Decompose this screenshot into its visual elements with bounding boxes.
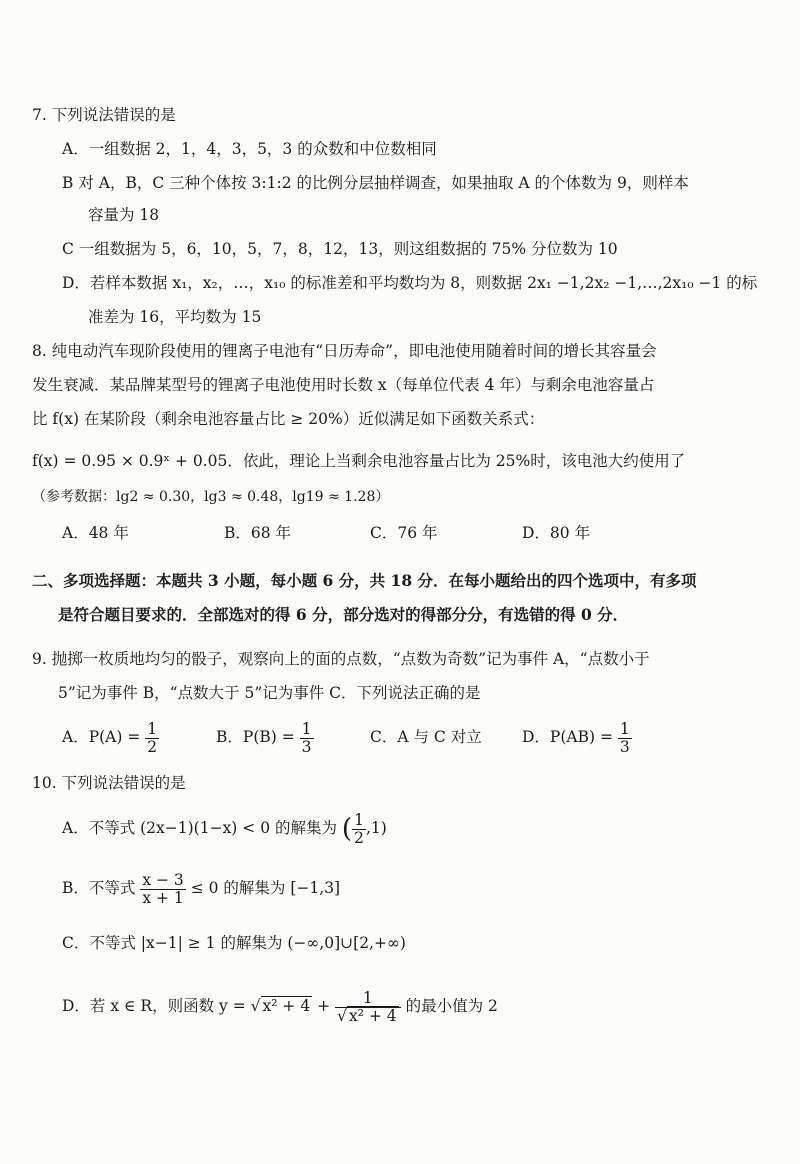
q9-option-c: C．A 与 C 对立	[370, 728, 482, 746]
q9-option-a-label: A．P(A) =	[62, 728, 141, 746]
q10-option-a-fraction	[352, 812, 366, 847]
q10-option-a-left-paren: (	[341, 814, 353, 844]
q10-option-d-denominator-radicand: x² + 4	[348, 1006, 397, 1025]
q7-option-a: A．一组数据 2，1，4，3，5，3 的众数和中位数相同	[62, 140, 437, 158]
q10-option-a-denominator: 2	[354, 828, 364, 847]
q9-option-a-denominator: 2	[147, 737, 158, 756]
q10-option-d	[62, 984, 498, 1028]
q9-option-d-fraction	[618, 721, 632, 756]
q8-option-c: C．76 年	[370, 524, 438, 542]
q10-option-c: C．不等式 |x−1| ≥ 1 的解集为 (−∞,0]∪[2,+∞)	[62, 934, 406, 952]
q9-option-d-denominator: 3	[619, 737, 630, 756]
q10-option-d-fraction	[335, 990, 401, 1025]
q9-option-b-numerator: 1	[301, 719, 312, 738]
section-2-heading-cont: 是符合题目要求的．全部选对的得 6 分，部分选对的得部分分，有选错的得 0 分．	[58, 605, 629, 624]
q10-option-b-tail: ≤ 0 的解集为 [−1,3]	[190, 879, 341, 897]
q7-stem: 7. 下列说法错误的是	[32, 106, 176, 124]
q8-line-2: 发生衰减．某品牌某型号的锂离子电池使用时长数 x（每单位代表 4 年）与剩余电池容量占	[32, 376, 655, 394]
q7-option-b-cont: 容量为 18	[88, 206, 160, 224]
q10-option-a-text: A．不等式 (2x−1)(1−x) < 0 的解集为	[62, 819, 337, 837]
q10-stem: 10. 下列说法错误的是	[32, 774, 186, 792]
q8-line-1: 8. 纯电动汽车现阶段使用的锂离子电池有“日历寿命”，即电池使用随着时间的增长其容量会	[32, 342, 657, 360]
q8-option-b: B．68 年	[224, 524, 292, 542]
q10-option-b-fraction	[140, 872, 185, 907]
q9-option-d	[522, 718, 632, 756]
q7-option-c: C 一组数据为 5，6，10，5，7，8，12，13，则这组数据的 75% 分位数为 10	[62, 240, 618, 258]
q10-option-d-radicand: x² + 4	[262, 997, 311, 1015]
q7-option-d: D．若样本数据 x₁，x₂，…，x₁₀ 的标准差和平均数均为 8，则数据 2x₁ −1,2x₂ −1,…,2x₁₀ −1 的标	[62, 274, 758, 292]
q9-option-b-denominator: 3	[301, 737, 312, 756]
q8-formula-line: f(x) = 0.95 × 0.9ˣ + 0.05．依此，理论上当剩余电池容量占比为 25%时，该电池大约使用了	[32, 452, 686, 470]
section-2-heading: 二、多项选择题：本题共 3 小题，每小题 6 分，共 18 分．在每小题给出的四个选项中，有多项	[32, 571, 697, 590]
q7-option-d-cont: 准差为 16，平均数为 15	[88, 308, 262, 326]
q9-line-1: 9. 抛掷一枚质地均匀的骰子，观察向上的面的点数，“点数为奇数”记为事件 A，“点数小于	[32, 650, 650, 668]
q10-option-d-numerator: 1	[335, 990, 401, 1008]
q9-option-b-fraction	[300, 721, 314, 756]
q10-option-b	[62, 868, 340, 908]
q9-option-a-numerator: 1	[147, 719, 158, 738]
q10-option-a-numerator: 1	[354, 810, 364, 829]
q9-option-a	[62, 718, 159, 756]
sqrt-symbol-icon: √	[337, 1006, 347, 1025]
q10-option-b-numerator: x − 3	[142, 870, 184, 889]
q10-option-d-tail: 的最小值为 2	[405, 997, 498, 1015]
sqrt-symbol-icon: √	[250, 997, 261, 1015]
q10-option-d-text: D．若 x ∈ R，则函数 y =	[62, 997, 246, 1015]
q10-option-a-tail: ,1)	[365, 819, 387, 837]
q10-option-d-denominator	[335, 1008, 401, 1025]
q7-option-b: B 对 A，B，C 三种个体按 3:1:2 的比例分层抽样调查，如果抽取 A 的个体数为 9，则样本	[62, 174, 689, 192]
q9-option-a-fraction	[145, 721, 159, 756]
q8-option-d: D．80 年	[522, 524, 591, 542]
q10-option-b-text: B．不等式	[62, 879, 136, 897]
q8-line-3: 比 f(x) 在某阶段（剩余电池容量占比 ≥ 20%）近似满足如下函数关系式：	[32, 410, 545, 428]
q9-line-2: 5”记为事件 B，“点数大于 5”记为事件 C．下列说法正确的是	[58, 684, 481, 702]
q10-option-b-denominator: x + 1	[142, 888, 184, 907]
q9-option-d-numerator: 1	[619, 719, 630, 738]
q9-option-b-label: B．P(B) =	[216, 728, 295, 746]
q9-option-b	[216, 718, 314, 756]
q9-option-d-label: D．P(AB) =	[522, 728, 613, 746]
q10-option-d-plus: +	[317, 997, 331, 1015]
q8-reference-data: （参考数据：lg2 ≈ 0.30，lg3 ≈ 0.48，lg19 ≈ 1.28）	[32, 489, 390, 505]
q10-option-a	[62, 808, 387, 849]
q8-option-a: A．48 年	[62, 524, 129, 542]
